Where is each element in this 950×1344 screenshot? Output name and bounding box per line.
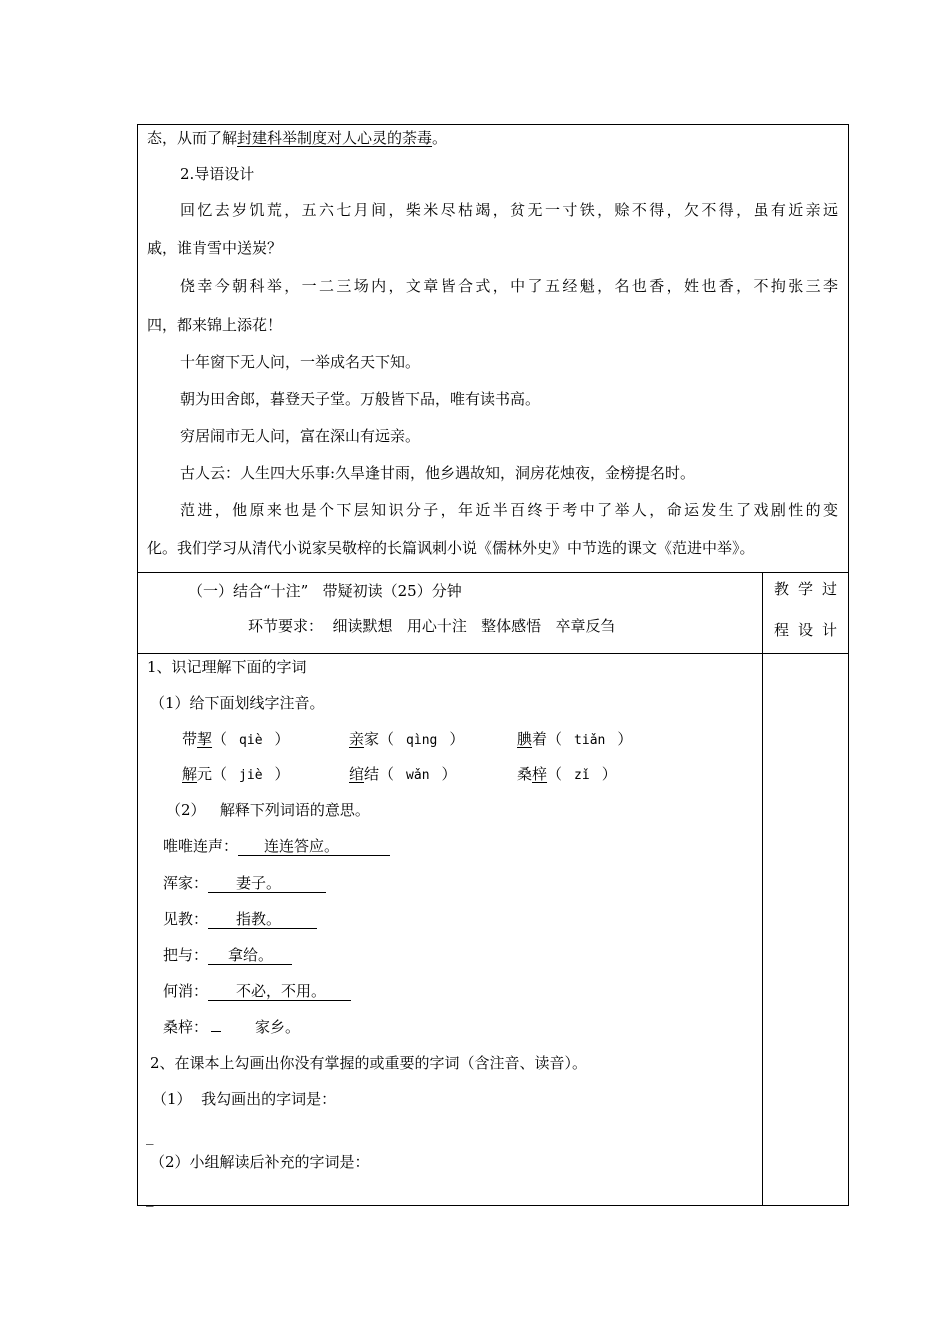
task-2-sub-1: （1） 我勾画出的字词是： <box>152 1090 337 1108</box>
side-label-line-1: 教学过 <box>774 580 847 598</box>
definition-row: 何消： 不必，不用。 <box>163 981 351 1001</box>
quote-4: 古人云：人生四大乐事:久旱逢甘雨，他乡遇故知，洞房花烛夜，金榜提名时。 <box>180 464 696 482</box>
quote-2: 朝为田舍郎，暮登天子堂。万般皆下品，唯有读书高。 <box>180 390 541 408</box>
row-divider-1 <box>137 572 849 573</box>
definition-row: 浑家： 妻子。 <box>163 873 326 893</box>
section-requirements: 环节要求： 细读默想 用心十注 整体感悟 卒章反刍 <box>248 617 616 635</box>
definition-row: 见教： 指教。 <box>163 909 317 929</box>
side-label-line-2: 程设计 <box>774 621 847 639</box>
pinyin-item: 绾结（ wǎn ） <box>349 765 457 783</box>
poem-2-line-a: 侥幸今朝科举，一二三场内，文章皆合式，中了五经魁，名也香，姓也香，不拘张三李 <box>180 277 838 295</box>
answer-blank: 指教。 <box>208 910 317 929</box>
quote-1: 十年窗下无人问，一举成名天下知。 <box>180 353 421 371</box>
definition-row: 把与： 拿给。 <box>163 945 292 965</box>
fanjin-intro-line-a: 范进，他原来也是个下层知识分子，年近半百终于考中了举人，命运发生了戏剧性的变 <box>180 501 838 519</box>
column-divider <box>762 572 763 1206</box>
definition-row: 唯唯连声： 连连答应。 <box>163 836 390 856</box>
answer-blank: 妻子。 <box>208 874 326 893</box>
poem-1-line-b: 戚，谁肯雪中送炭？ <box>147 239 283 257</box>
pinyin-item: 亲家（ qìng ） <box>349 730 465 748</box>
task-2-heading: 2、在课本上勾画出你没有掌握的或重要的字词（含注音、读音）。 <box>150 1054 588 1072</box>
answer-blank: 不必，不用。 <box>208 982 351 1001</box>
quote-3: 穷居闹市无人问，富在深山有远亲。 <box>180 427 421 445</box>
task-1-sub-2: （2） 解释下列词语的意思。 <box>166 801 370 819</box>
pinyin-item: 解元（ jiè ） <box>182 765 290 783</box>
answer-blank: 连连答应。 <box>238 837 390 856</box>
underlined-phrase: 封建科举制度对人心灵的荼毒 <box>237 129 433 147</box>
row-divider-2 <box>137 653 849 654</box>
section-title: （一）结合“十注” 带疑初读（25）分钟 <box>188 582 462 600</box>
pinyin-item: 桑梓（ zǐ ） <box>517 765 617 783</box>
task-1-sub-1: （1）给下面划线字注音。 <box>150 694 325 712</box>
task-2-sub-2: （2）小组解读后补充的字词是： <box>150 1153 370 1171</box>
pinyin-item: 带挈（ qiè ） <box>182 730 290 748</box>
section-heading-lead-in: 2.导语设计 <box>180 165 255 183</box>
answer-blank-2: _ <box>146 1189 154 1207</box>
poem-2-line-b: 四，都来锦上添花！ <box>147 316 283 334</box>
fanjin-intro-line-b: 化。我们学习从清代小说家吴敬梓的长篇讽刺小说《儒林外史》中节选的课文《范进中举》。 <box>147 539 755 557</box>
answer-blank-1: _ <box>146 1127 154 1145</box>
definition-row: 桑梓： 家乡。 <box>163 1018 301 1036</box>
answer-blank: 拿给。 <box>208 946 292 965</box>
pinyin-item: 腆着（ tiǎn ） <box>517 730 633 748</box>
intro-line-0: 态，从而了解封建科举制度对人心灵的荼毒。 <box>147 129 448 147</box>
poem-1-line-a: 回忆去岁饥荒，五六七月间，柴米尽枯竭，贫无一寸铁，赊不得，欠不得，虽有近亲远 <box>180 201 838 219</box>
task-1-heading: 1、识记理解下面的字词 <box>147 658 307 676</box>
